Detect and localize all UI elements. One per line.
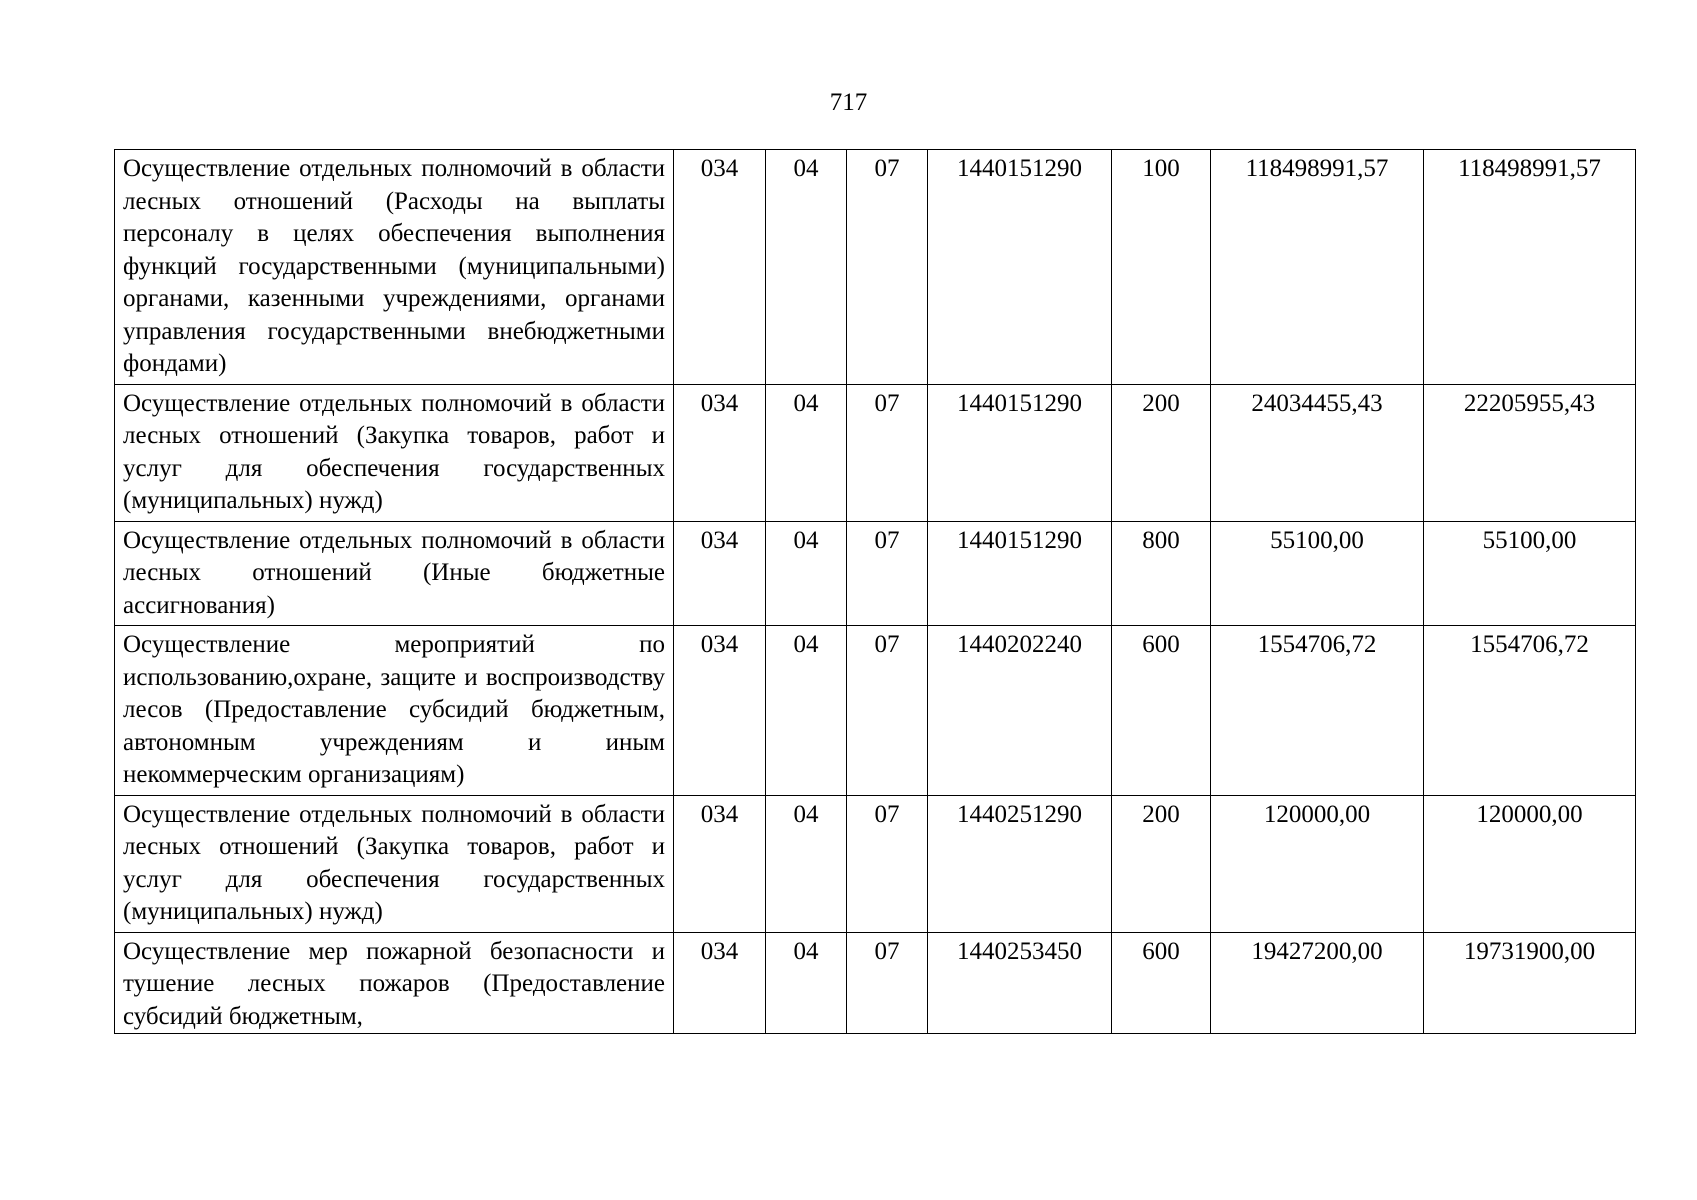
table-row: [115, 626, 1636, 796]
section-code: 04: [766, 626, 847, 796]
expense-description: [115, 932, 674, 1033]
amount-2: 22205955,43: [1424, 384, 1636, 521]
section-code: 04: [766, 384, 847, 521]
subsection-code: 07: [847, 626, 928, 796]
expense-description: Осуществление отдельных полномочий в области лесных отношений (Закупка товаров, работ и услуг для обеспечения государственных (муниципальных) нужд): [115, 384, 674, 521]
subsection-code: 07: [847, 150, 928, 385]
section-code: 04: [766, 795, 847, 932]
budget-table: [114, 149, 1636, 1034]
amount-2: 1554706,72: [1424, 626, 1636, 796]
target-article-code: 1440202240: [928, 626, 1112, 796]
target-article-code: 1440253450: [928, 932, 1112, 1033]
subsection-code: 07: [847, 795, 928, 932]
subsection-code: 07: [847, 521, 928, 626]
amount-2: 120000,00: [1424, 795, 1636, 932]
expense-description: Осуществление отдельных полномочий в области лесных отношений (Закупка товаров, работ и услуг для обеспечения государственных (муниципальных) нужд): [115, 795, 674, 932]
target-article-code: 1440151290: [928, 384, 1112, 521]
ministry-code: 034: [674, 932, 766, 1033]
ministry-code: 034: [674, 521, 766, 626]
section-code: 04: [766, 521, 847, 626]
expense-description: Осуществление мероприятий по использованию,охране, защите и воспроизводству лесов (Предоставление субсидий бюджетным, автономным учреждениям и иным некоммерческим организациям): [115, 626, 674, 796]
target-article-code: 1440151290: [928, 150, 1112, 385]
amount-1: 118498991,57: [1211, 150, 1424, 385]
expense-type-code: 200: [1112, 384, 1211, 521]
table-row: [115, 932, 1636, 1033]
ministry-code: 034: [674, 384, 766, 521]
amount-1: 1554706,72: [1211, 626, 1424, 796]
table-row: [115, 150, 1636, 385]
ministry-code: 034: [674, 795, 766, 932]
expense-type-code: 200: [1112, 795, 1211, 932]
expense-type-code: 600: [1112, 932, 1211, 1033]
amount-1: 19427200,00: [1211, 932, 1424, 1033]
expense-type-code: 600: [1112, 626, 1211, 796]
expense-description: Осуществление отдельных полномочий в области лесных отношений (Расходы на выплаты персоналу в целях обеспечения выполнения функций государственными (муниципальными) органами, казенными учреждениями, органами управления государственными внебюджетными фондами): [115, 150, 674, 385]
amount-2: 55100,00: [1424, 521, 1636, 626]
table-row: [115, 795, 1636, 932]
expense-type-code: 100: [1112, 150, 1211, 385]
table-row: [115, 384, 1636, 521]
amount-1: 55100,00: [1211, 521, 1424, 626]
expense-type-code: 800: [1112, 521, 1211, 626]
ministry-code: 034: [674, 626, 766, 796]
section-code: 04: [766, 150, 847, 385]
table-row: [115, 521, 1636, 626]
expense-description: Осуществление отдельных полномочий в области лесных отношений (Иные бюджетные ассигнования): [115, 521, 674, 626]
expense-description-text: Осуществление мер пожарной безопасности и тушение лесных пожаров (Предоставление субсидий бюджетным,: [123, 937, 665, 1030]
subsection-code: 07: [847, 932, 928, 1033]
amount-1: 24034455,43: [1211, 384, 1424, 521]
ministry-code: 034: [674, 150, 766, 385]
target-article-code: 1440151290: [928, 521, 1112, 626]
amount-2: 19731900,00: [1424, 932, 1636, 1033]
section-code: 04: [766, 932, 847, 1033]
subsection-code: 07: [847, 384, 928, 521]
target-article-code: 1440251290: [928, 795, 1112, 932]
page-number: 717: [829, 89, 868, 116]
amount-2: 118498991,57: [1424, 150, 1636, 385]
amount-1: 120000,00: [1211, 795, 1424, 932]
